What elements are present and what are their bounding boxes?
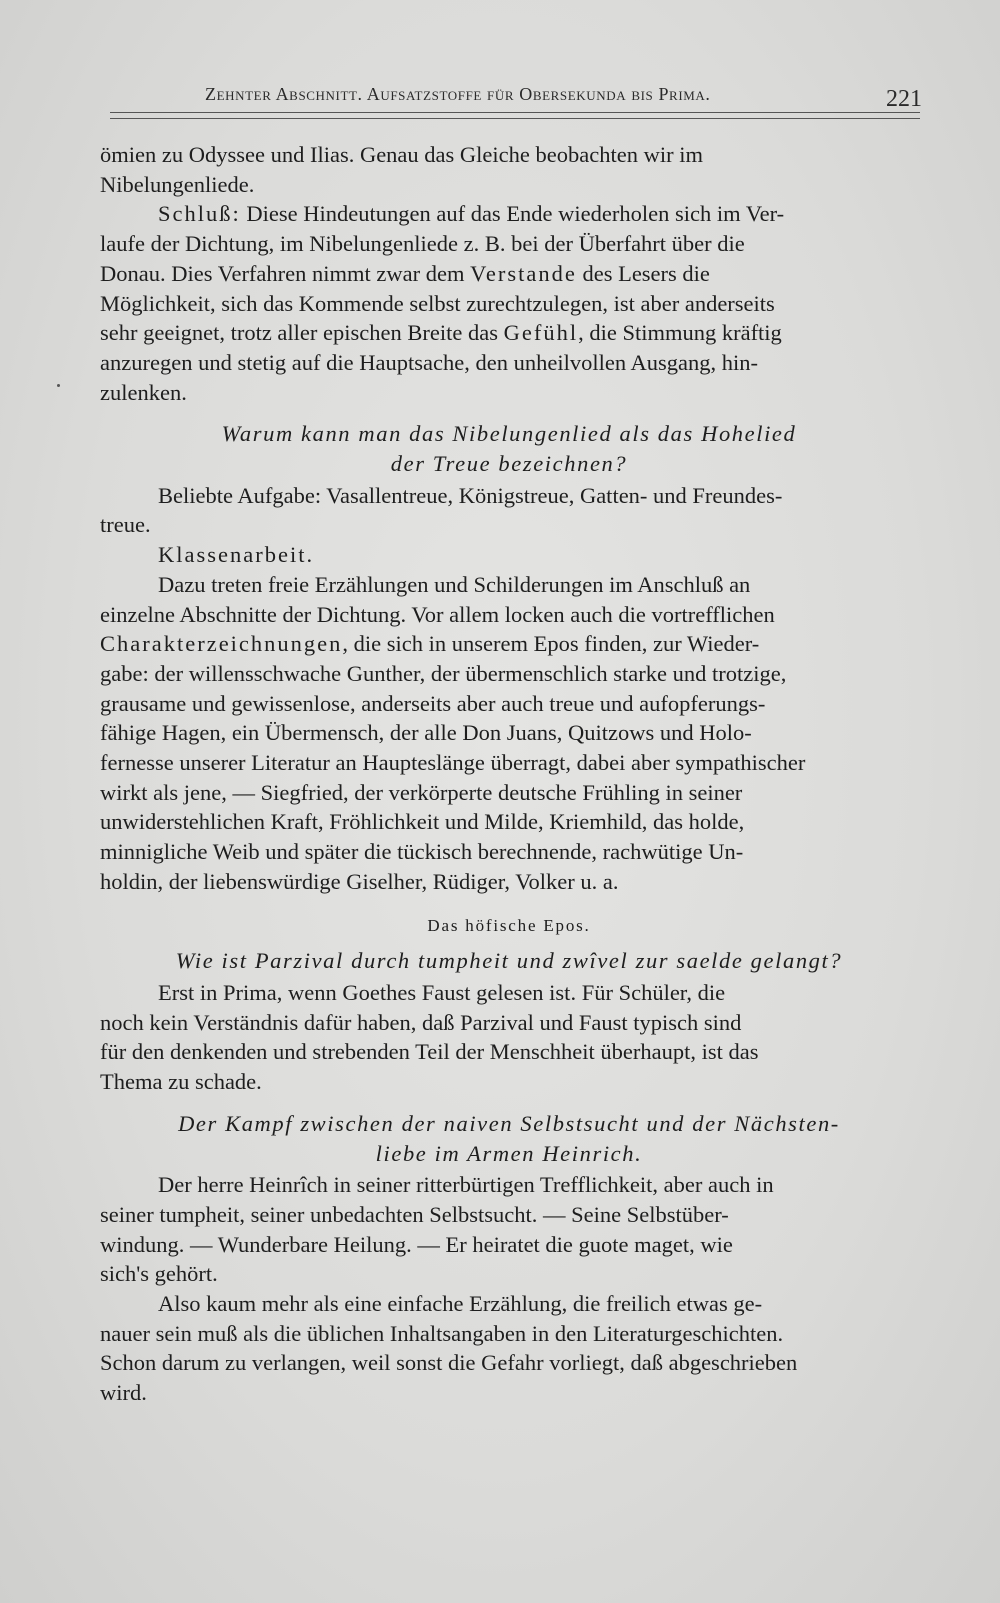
paragraph-schluss [100,199,918,407]
page-body [100,140,918,1408]
paragraph-erzaehlung: Also kaum mehr als eine einfache Erzählung, die freilich etwas ge- nauer sein muß als die üblichen Inhaltsangaben in den Literaturgeschichten. Schon darum zu verlangen, weil sonst die Gefahr vorliegt, daß abgeschrieben wird. [100,1291,798,1406]
page-header [110,74,922,124]
emphasis-term: Charakterzeichnungen [100,631,343,657]
page-number: 221 [886,86,922,112]
lead-term: Schluß: [158,201,241,227]
paragraph-parzival: Erst in Prima, wenn Goethes Faust gelesen ist. Für Schüler, die noch kein Verständnis dafür haben, daß Parzival und Faust typisch sind für den denkenden und strebenden Teil der Menschheit überhaupt, ist das Thema zu schade. [100,979,759,1095]
paragraph-aufgabe: Beliebte Aufgabe: Vasallentreue, Königstreue, Gatten- und Freundes- treue. [100,482,783,538]
section-title: Das höfische Epos. [427,915,591,935]
header-rule [110,112,920,119]
emphasis-term: Verstande [470,260,577,286]
paragraph-charaktere [100,570,918,897]
paragraph-text: des Lesers die Möglichkeit, sich das Kommende selbst zurechtzulegen, ist aber anderseits sehr geeignet, trotz aller epischen Breite das [100,260,775,346]
paragraph-klassenarbeit: Klassenarbeit. [158,542,315,568]
topic-heading: Wie ist Parzival durch tumpheit und zwîvel zur saelde gelangt? [175,948,843,974]
paragraph-text: , die sich in unserem Epos finden, zur Wieder- gabe: der willensschwache Gunther, der übermenschlich starke und trotzige, grausame und gewissenlose, anderseits aber auch treue und aufopferungs- fähige Hagen, ein Übermensch, der alle Don Juans, Quitzows und Holo- fernesse unserer Literatur an Haupteslänge überragt, dabei aber sympathischer wirkt als jene, — Siegfried, der verkörperte deutsche Frühling in seiner unwiderstehlichen Kraft, Fröhlichkeit und Milde, Kriemhild, das holde, minnigliche Weib und später die tückisch berechnende, rachwütige Un- holdin, der liebenswürdige Giselher, Rüdiger, Volker u. a. [100,631,806,894]
paragraph-text: , die Stimmung kräftig anzuregen und stetig auf die Hauptsache, den unheilvollen Ausgang, hin- zulenken. [100,320,782,405]
paragraph-heinrich: Der herre Heinrîch in seiner ritterbürtigen Trefflichkeit, aber auch in seiner tumpheit, seiner unbedachten Selbstsucht. — Seine Selbstüber- windung. — Wunderbare Heilung. — Er heiratet die guote maget, wie sich's gehört. [100,1172,774,1287]
paragraph-text: Diese Hindeutungen auf das Ende wiederholen sich im Ver- laufe der Dichtung, im Nibelungenliede z. B. bei der Überfahrt über die Donau. Dies Verfahren nimmt zwar dem [100,201,785,286]
emphasis-term: Gefühl [503,320,579,346]
running-head: Zehnter Abschnitt. Aufsatzstoffe für Obersekunda bis Prima. [205,84,711,104]
paragraph-text: Dazu treten freie Erzählungen und Schilderungen im Anschluß an einzelne Abschnitte der Dichtung. Vor allem locken auch die vortrefflichen [100,571,775,627]
print-speck [57,384,60,387]
topic-heading: Warum kann man das Nibelungenlied als das Hohelied der Treue bezeichnen? [221,421,797,477]
topic-heading: Der Kampf zwischen der naiven Selbstsucht und der Nächsten- liebe im Armen Heinrich. [178,1110,840,1166]
paragraph-continuation: ömien zu Odyssee und Ilias. Genau das Gleiche beobachten wir im Nibelungenliede. [100,142,703,197]
